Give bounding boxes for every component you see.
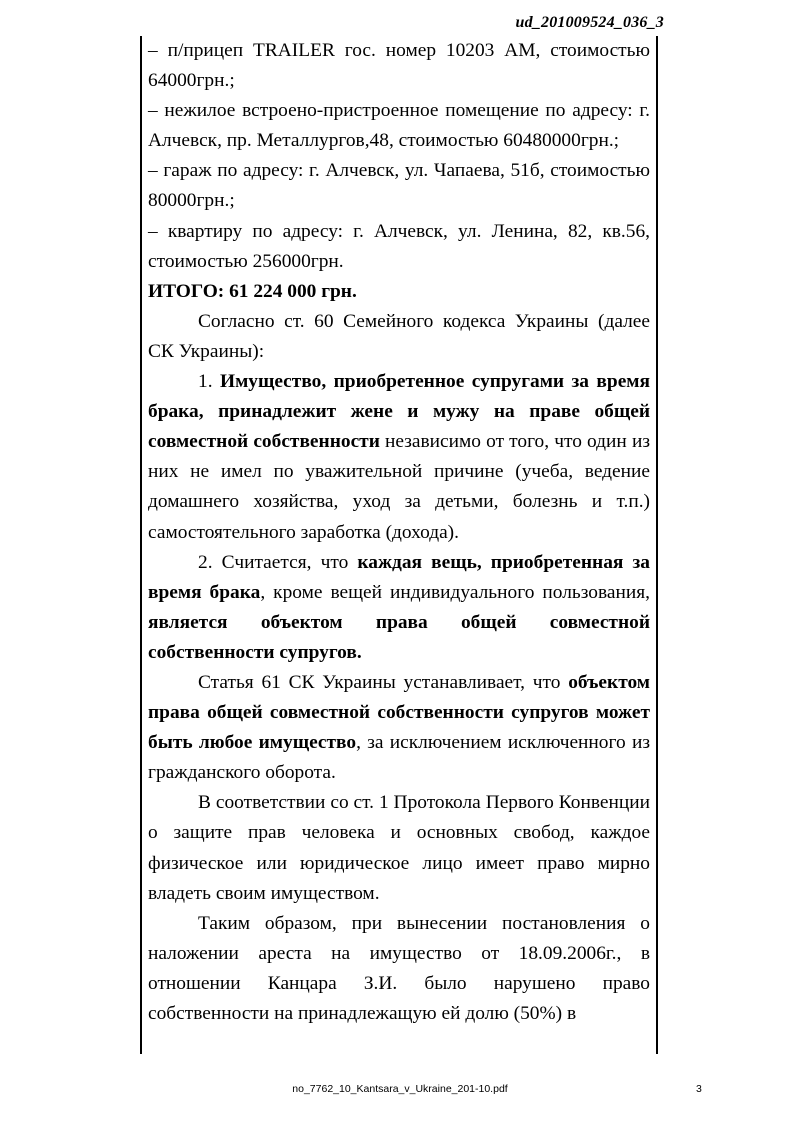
page-number: 3	[696, 1083, 702, 1095]
point-1-rest: независимо от того, что один из них не имел по уважительной причине (учеба, ведение домашнего хозяйства, уход за детьми, болезнь и т.п.) самостоятельного заработка (дохода).	[148, 431, 650, 543]
point-2-middle: , кроме вещей индивидуального пользования,	[260, 581, 650, 603]
article-61-start: Статья 61 СК Украины устанавливает, что	[198, 671, 569, 693]
total-text: ИТОГО: 61 224 000 грн.	[148, 280, 357, 302]
point-2-bold-1: каждая вещь, приобретенная за время брака	[148, 551, 650, 603]
point-1-bold: Имущество, приобретенное супругами за время брака, принадлежит жене и мужу на праве общей совместной собственности	[148, 371, 650, 453]
list-item: – гараж по адресу: г. Алчевск, ул. Чапаева, 51б, стоимостью 80000грн.;	[148, 160, 650, 212]
footer-filename: no_7762_10_Kantsara_v_Ukraine_201-10.pdf	[292, 1083, 508, 1095]
paragraph-article-61	[148, 668, 650, 788]
list-item: – п/прицеп TRAILER гос. номер 10203 АМ, стоимостью 64000грн.;	[148, 40, 650, 92]
list-item: – квартиру по адресу: г. Алчевск, ул. Ленина, 82, кв.56, стоимостью 256000грн.	[148, 220, 650, 272]
article-61-bold: объектом права общей совместной собственности супругов может быть любое имущество	[148, 671, 650, 754]
document-body	[148, 36, 650, 1029]
list-item: – нежилое встроено-пристроенное помещение по адресу: г. Алчевск, пр. Металлургов,48, стоимостью 60480000грн.;	[148, 100, 650, 152]
point-1-number: 1.	[198, 371, 220, 393]
document-id: ud_201009524_036_3	[515, 14, 664, 31]
right-margin-line	[656, 36, 658, 1054]
paragraph-point-1	[148, 367, 650, 548]
paragraph-article-60: Согласно ст. 60 Семейного кодекса Украины (далее СК Украины):	[148, 310, 650, 362]
paragraph-protocol: В соответствии со ст. 1 Протокола Первого Конвенции о защите прав человека и основных свобод, каждое физическое или юридическое лицо имеет право мирно владеть своим имуществом.	[148, 792, 650, 904]
paragraph-point-2	[148, 548, 650, 668]
point-2-bold-2: является объектом права общей совместной собственности супругов.	[148, 611, 650, 663]
article-61-rest: , за исключением исключенного из гражданского оборота.	[148, 732, 650, 784]
point-2-start: 2. Считается, что	[198, 551, 358, 573]
left-margin-line	[140, 36, 142, 1054]
total-line	[148, 277, 650, 307]
paragraph-conclusion: Таким образом, при вынесении постановления о наложении ареста на имущество от 18.09.2006г., в отношении Канцара З.И. было нарушено право собственности на принадлежащую ей долю (50%) в	[148, 912, 650, 1024]
